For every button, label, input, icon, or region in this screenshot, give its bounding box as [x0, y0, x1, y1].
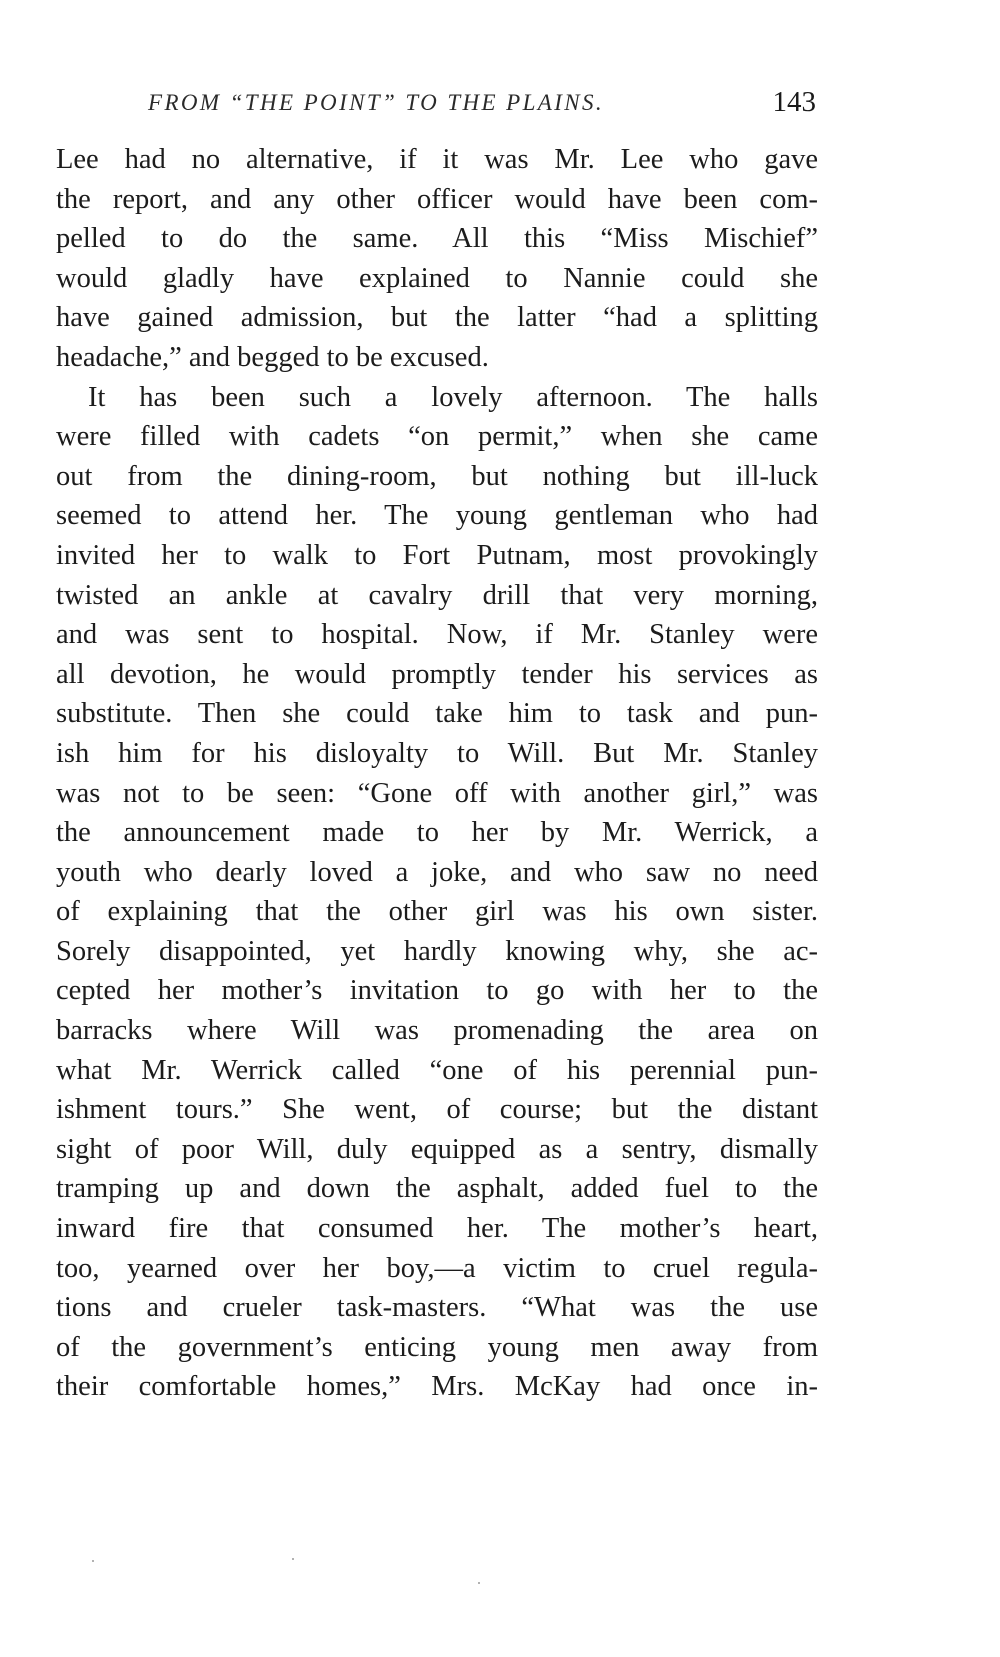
text-line: ishment tours.” She went, of course; but the distant	[56, 1094, 818, 1126]
text-line: were filled with cadets “on permit,” when she came	[56, 421, 818, 453]
running-head	[56, 86, 816, 126]
text-line: Sorely disappointed, yet hardly knowing why, she ac-	[56, 935, 818, 967]
text-line: tramping up and down the asphalt, added fuel to the	[56, 1173, 818, 1205]
scan-speck	[292, 1558, 294, 1560]
scan-speck	[478, 1582, 480, 1584]
text-line: pelled to do the same. All this “Miss Mischief”	[56, 223, 818, 255]
text-line: youth who dearly loved a joke, and who saw no need	[56, 856, 818, 888]
text-line: invited her to walk to Fort Putnam, most provokingly	[56, 539, 818, 571]
text-line: was not to be seen: “Gone off with another girl,” was	[56, 777, 818, 809]
paragraph-2	[56, 378, 818, 1407]
text-line: ish him for his disloyalty to Will. But Mr. Stanley	[56, 737, 818, 769]
paragraph-1	[56, 140, 818, 378]
text-line: cepted her mother’s invitation to go with her to the	[56, 975, 818, 1007]
text-line: barracks where Will was promenading the area on	[56, 1015, 818, 1047]
text-line: too, yearned over her boy,—a victim to cruel regula-	[56, 1252, 818, 1284]
text-line: headache,” and begged to be excused.	[56, 341, 489, 373]
text-line: Lee had no alternative, if it was Mr. Lee who gave	[56, 144, 818, 175]
text-line: the report, and any other officer would have been com-	[56, 183, 818, 215]
body-text	[56, 140, 818, 1407]
text-line: all devotion, he would promptly tender his services as	[56, 658, 818, 690]
text-line: have gained admission, but the latter “had a splitting	[56, 302, 818, 334]
text-line: of the government’s enticing young men away from	[56, 1331, 818, 1363]
text-line: It has been such a lovely afternoon. The halls	[88, 381, 818, 413]
text-line: of explaining that the other girl was his own sister.	[56, 896, 818, 928]
text-line: substitute. Then she could take him to task and pun-	[56, 698, 818, 730]
text-line: out from the dining-room, but nothing but ill-luck	[56, 460, 818, 492]
text-line: would gladly have explained to Nannie could she	[56, 262, 818, 294]
text-line: seemed to attend her. The young gentleman who had	[56, 500, 818, 532]
text-line: twisted an ankle at cavalry drill that very morning,	[56, 579, 818, 611]
text-line: sight of poor Will, duly equipped as a sentry, dismally	[56, 1133, 818, 1165]
text-line: tions and crueler task-masters. “What was the use	[56, 1292, 818, 1324]
text-line: and was sent to hospital. Now, if Mr. Stanley were	[56, 619, 818, 651]
page-number: 143	[772, 86, 816, 118]
text-line: what Mr. Werrick called “one of his perennial pun-	[56, 1054, 818, 1086]
text-line: inward fire that consumed her. The mother’s heart,	[56, 1213, 818, 1245]
text-line: the announcement made to her by Mr. Werrick, a	[56, 817, 818, 849]
text-line: their comfortable homes,” Mrs. McKay had once in-	[56, 1371, 818, 1403]
scan-speck	[92, 1560, 94, 1562]
running-title: FROM “THE POINT” TO THE PLAINS.	[148, 90, 605, 115]
